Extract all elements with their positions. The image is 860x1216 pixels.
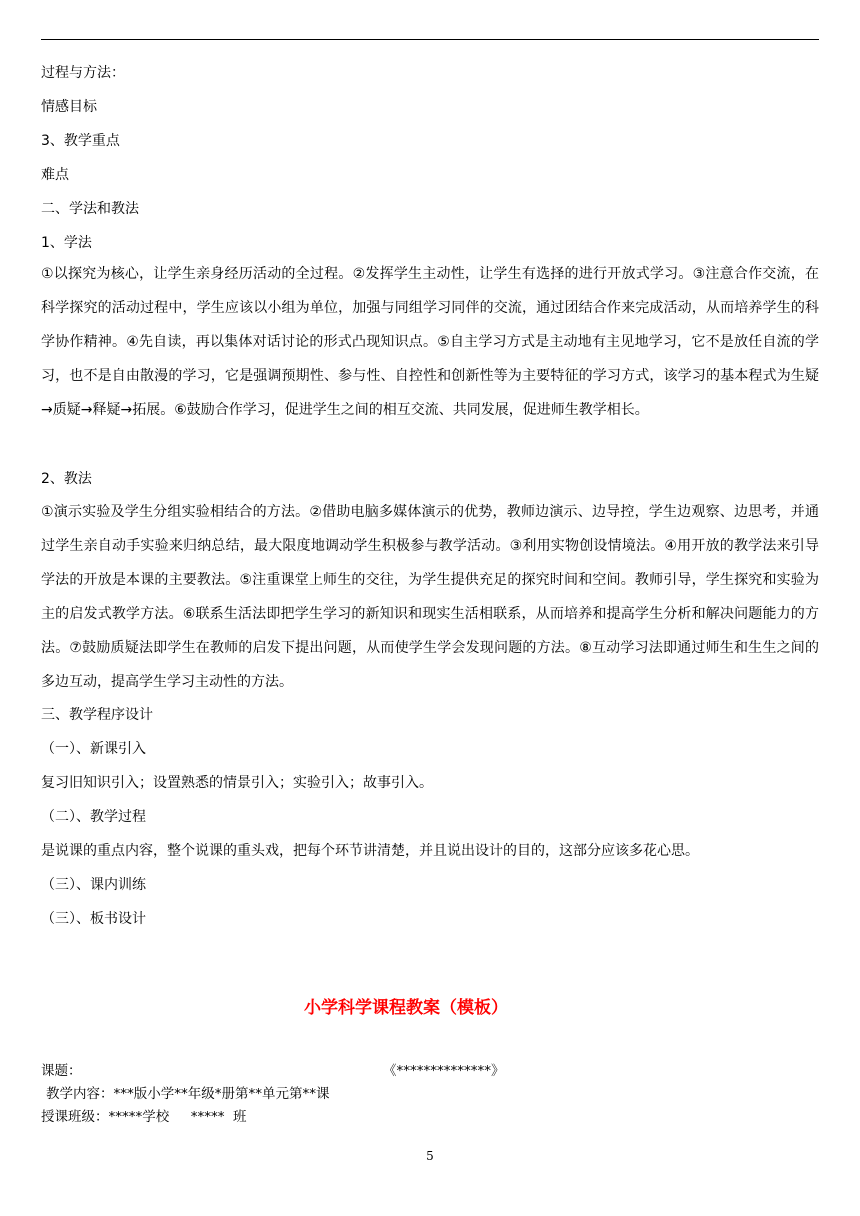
teach-method-paragraph: ①演示实验及学生分组实验相结合的方法。②借助电脑多媒体演示的优势，教师边演示、边导控，学生边观察、边思考，并通过学生亲自动手实验来归纳总结，最大限度地调动学生积极参与教学活动。③利用实物创设情境法。④用开放的教学法来引导学法的开放是本课的主要教法。⑤注重课堂上师生的交往，为学生提供充足的探究时间和空间。教师引导，学生探究和实验为主的启发式教学方法。⑥联系生活法即把学生学习的新知识和现实生活相联系，从而培养和提高学生分析和解决问题能力的方法。⑦鼓励质疑法即学生在教师的启发下提出问题，从而使学生学会发现问题的方法。⑧互动学习法即通过师生和生生之间的多边互动，提高学生学习主动性的方法。 <box>41 504 819 690</box>
heading-new-lesson-intro: （一）、新课引入 <box>41 741 146 757</box>
heading-difficulty: 难点 <box>41 167 69 183</box>
heading-emotion-goal: 情感目标 <box>41 99 97 115</box>
heading-study-method: 1、学法 <box>41 235 92 251</box>
template-title: 小学科学课程教案（模板） <box>304 998 508 1018</box>
heading-teach-method: 2、教法 <box>41 471 92 487</box>
study-method-paragraph: ①以探究为核心，让学生亲身经历活动的全过程。②发挥学生主动性，让学生有选择的进行开放式学习。③注意合作交流，在科学探究的活动过程中，学生应该以小组为单位，加强与同组学习同伴的交流，通过团结合作来完成活动，从而培养学生的科学协作精神。④先自读，再以集体对话讨论的形式凸现知识点。⑤自主学习方式是主动地有主见地学习，它不是放任自流的学习，也不是自由散漫的学习，它是强调预期性、参与性、自控性和创新性等为主要特征的学习方式，该学习的基本程式为生疑→质疑→释疑→拓展。⑥鼓励合作学习，促进学生之间的相互交流、共同发展，促进师生教学相长。 <box>41 266 819 418</box>
teaching-content-line: 教学内容：***版小学**年级*册第**单元第**课 <box>46 1086 330 1102</box>
header-rule <box>41 39 819 40</box>
heading-board-design: （三）、板书设计 <box>41 911 146 927</box>
subject-value: 《**************》 <box>383 1063 505 1079</box>
heading-process-method: 过程与方法： <box>41 65 125 81</box>
teaching-process-text: 是说课的重点内容，整个说课的重头戏，把每个环节讲清楚，并且说出设计的目的，这部分应该多花心思。 <box>41 843 699 859</box>
heading-section-3: 三、教学程序设计 <box>41 707 153 723</box>
heading-teaching-process: （二）、教学过程 <box>41 809 146 825</box>
class-line: 授课班级：*****学校 ***** 班 <box>41 1109 247 1125</box>
heading-section-2: 二、学法和教法 <box>41 201 139 217</box>
subject-label: 课题： <box>41 1063 82 1079</box>
heading-class-training: （三）、课内训练 <box>41 877 146 893</box>
intro-methods-text: 复习旧知识引入；设置熟悉的情景引入；实验引入；故事引入。 <box>41 775 433 791</box>
heading-key-point: 3、教学重点 <box>41 133 120 149</box>
page-number: 5 <box>426 1149 434 1163</box>
